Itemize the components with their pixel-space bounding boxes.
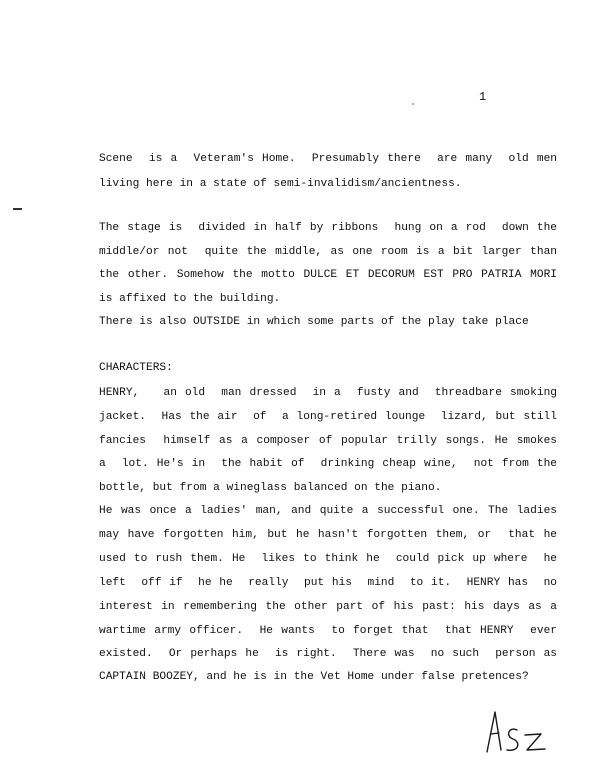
text-line: living here in a state of semi-invalidism/ancientness. — [99, 178, 462, 190]
text-line: a lot. He's in the habit of drinking cheap wine, not from the — [99, 458, 557, 470]
text-line: Scene is a Veteram's Home. Presumably there are many old men — [99, 153, 557, 165]
text-line: There is also OUTSIDE in which some parts of the play take place — [99, 316, 529, 328]
text-line: HENRY, an old man dressed in a fusty and threadbare smoking — [99, 387, 557, 399]
text-line: left off if he he really put his mind to it. HENRY has no — [99, 577, 557, 589]
text-line: middle/or not quite the middle, as one room is a bit larger than — [99, 246, 557, 258]
text-line: He was once a ladies' man, and quite a successful one. The ladies — [99, 505, 557, 517]
paper-speck — [412, 103, 414, 105]
text-line: is affixed to the building. — [99, 293, 281, 305]
text-line: the other. Somehow the motto DULCE ET DECORUM EST PRO PATRIA MORI — [99, 269, 557, 281]
text-line: interest in remembering the other part of his past: his days as a — [99, 601, 557, 613]
text-line: existed. Or perhaps he is right. There was no such person as — [99, 648, 557, 660]
text-line: wartime army officer. He wants to forget that that HENRY ever — [99, 625, 557, 637]
text-line: jacket. Has the air of a long-retired lounge lizard, but still — [99, 411, 557, 423]
page-number: 1 — [479, 90, 487, 104]
text-line: may have forgotten him, but he hasn't forgotten them, or that he — [99, 529, 557, 541]
text-line: bottle, but from a wineglass balanced on the piano. — [99, 482, 442, 494]
stray-ink-mark — [13, 208, 22, 210]
text-line: used to rush them. He likes to think he could pick up where he — [99, 553, 557, 565]
handwritten-initials-signature — [483, 706, 551, 756]
text-line: The stage is divided in half by ribbons hung on a rod down the — [99, 222, 557, 234]
text-line: CAPTAIN BOOZEY, and he is in the Vet Home under false pretences? — [99, 671, 529, 683]
text-line: fancies himself as a composer of popular trilly songs. He smokes — [99, 435, 557, 447]
section-heading: CHARACTERS: — [99, 362, 173, 374]
